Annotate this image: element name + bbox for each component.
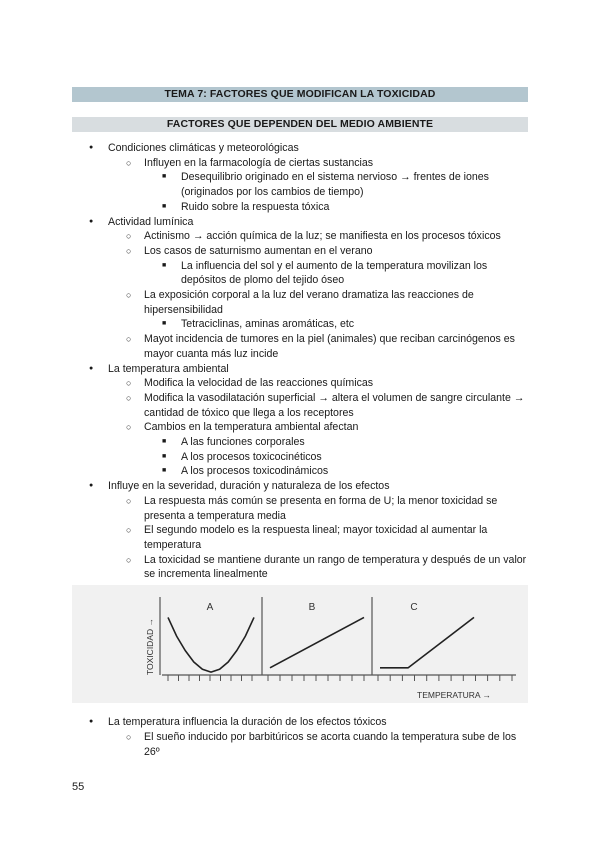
list-item: ○ Mayot incidencia de tumores en la piel (animales) que reciban carcinógenos es mayor cuanta más luz incide (108, 332, 528, 361)
list-item (0, 141, 600, 215)
list-item (0, 215, 600, 362)
figure-background (72, 585, 528, 703)
panel-label-b: B (308, 602, 316, 614)
item-text: Actividad lumínica (108, 215, 194, 228)
page-number: 55 (72, 781, 85, 793)
list-item (108, 244, 528, 288)
list-item: ■ A las funciones corporales (144, 435, 528, 450)
list-item: ○ Actinismo → acción química de la luz; se manifiesta en los procesos tóxicos (108, 229, 528, 244)
item-text: Influye en la severidad, duración y naturaleza de los efectos (108, 480, 390, 493)
list-item (0, 362, 600, 480)
section-heading: FACTORES QUE DEPENDEN DEL MEDIO AMBIENTE (72, 117, 528, 132)
list-item: ○ La toxicidad se mantiene durante un rango de temperatura y después de un valor se incrementa linealmente (108, 553, 528, 582)
list-item: ■ Ruido sobre la respuesta tóxica (144, 200, 528, 215)
item-text: Cambios en la temperatura ambiental afectan (144, 421, 359, 434)
y-axis-label: TOXICIDAD → (145, 618, 155, 676)
list-item (0, 715, 600, 759)
list-item: ○ El sueño inducido por barbitúricos se acorta cuando la temperatura sube de los 26º (108, 730, 528, 759)
item-text: La exposición corporal a la luz del verano dramatiza las reacciones de hipersensibilidad (144, 289, 474, 316)
list-item: ■ Desequilibrio originado en el sistema nervioso → frentes de iones (originados por los cambios de tiempo) (144, 170, 528, 199)
page-title: TEMA 7: FACTORES QUE MODIFICAN LA TOXICIDAD (72, 87, 528, 102)
list-item: ■ La influencia del sol y el aumento de la temperatura movilizan los depósitos de plomo del tejido óseo (144, 259, 528, 288)
panel-label-a: A (206, 602, 214, 614)
content-outline (0, 141, 600, 759)
item-text: Condiciones climáticas y meteorológicas (108, 142, 299, 154)
item-text: Los casos de saturnismo aumentan en el verano (144, 244, 373, 257)
list-item (0, 479, 600, 703)
list-item: ○ Modifica la vasodilatación superficial → altera el volumen de sangre circulante → cantidad de tóxico que llega a los receptores (108, 391, 528, 420)
list-item (108, 420, 528, 479)
list-item: ○ El segundo modelo es la respuesta lineal; mayor toxicidad al aumentar la temperatura (108, 523, 528, 552)
list-item: ■ A los procesos toxicodinámicos (144, 464, 528, 479)
list-item: ■ Tetraciclinas, aminas aromáticas, etc (144, 317, 528, 332)
figure-svg (72, 585, 528, 703)
toxicity-temperature-figure (72, 585, 528, 703)
list-item (108, 156, 528, 215)
list-item: ■ A los procesos toxicocinéticos (144, 450, 528, 465)
panel-label-c: C (410, 602, 418, 614)
item-text: La temperatura ambiental (108, 362, 229, 375)
item-text: Influyen en la farmacología de ciertas sustancias (144, 156, 374, 169)
item-text: La temperatura influencia la duración de los efectos tóxicos (108, 716, 387, 729)
list-item (108, 288, 528, 332)
list-item: ○ Modifica la velocidad de las reacciones químicas (108, 376, 528, 391)
x-axis-label: TEMPERATURA → (417, 690, 491, 701)
list-item: ○ La respuesta más común se presenta en forma de U; la menor toxicidad se presenta a temperatura media (108, 494, 528, 523)
